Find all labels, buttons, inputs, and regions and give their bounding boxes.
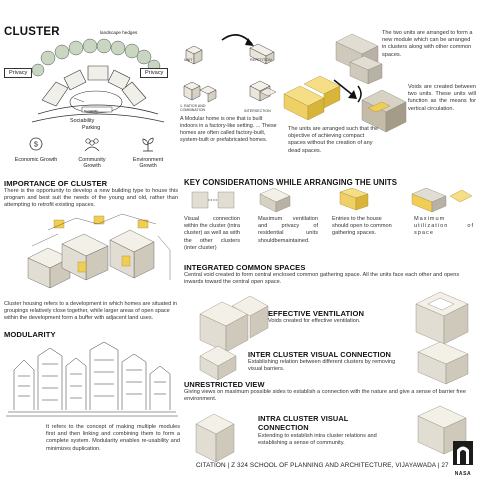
- integrated-text: Central void created to form central enclosed common gathering space. All the units face each other and opens inwards toward the central open space.: [184, 272, 460, 286]
- coins-icon: [28, 136, 44, 152]
- landscape-caption: landscape hedges: [100, 30, 138, 35]
- intra-cluster-heading: INTRA CLUSTER VISUAL CONNECTION: [258, 414, 349, 432]
- modularity-text: It refers to the concept of making multiple modules first and then linking and combining them to form a complete system. Modularity enables re-usability and minimizes duplication.: [46, 424, 180, 452]
- parking-label: Parking: [82, 125, 101, 131]
- growth-label: Environment Growth: [132, 157, 164, 170]
- label-repetition: REPETITION: [250, 58, 272, 62]
- growth-item-economic: [14, 136, 58, 163]
- privacy-right-label: Privacy: [140, 68, 168, 78]
- privacy-left-label: Privacy: [4, 68, 32, 78]
- effective-ventilation-text: Voids created for effective ventilation.: [268, 318, 361, 324]
- visual-connection-icon: [192, 192, 234, 208]
- growth-label: Economic Growth: [14, 157, 58, 163]
- svg-text:$: $: [34, 141, 38, 149]
- inter-cluster-3d: [196, 340, 256, 384]
- voids-text: Voids are created between two units. These units will function as the means for vertical circulation.: [408, 84, 476, 112]
- page-title: CLUSTER: [4, 26, 60, 38]
- plant-icon: [140, 136, 156, 152]
- intersection-cubes-icon: [250, 81, 276, 101]
- combination-cubes-icon: [184, 82, 216, 102]
- growth-icons-row: [14, 136, 174, 176]
- importance-heading: IMPORTANCE OF CLUSTER: [4, 179, 108, 188]
- growth-item-environment: [126, 136, 170, 169]
- nasa-logo-icon: [452, 440, 474, 466]
- consideration-space: Maximum utilization of space: [414, 216, 474, 237]
- cluster-housing-text: Cluster housing refers to a development in which homes are situated in groupings relatively close together, while larger areas of open space within the development form a buffer with adjacent land uses.: [4, 301, 178, 321]
- units-arranged-text: The units are arranged such that the objective of achieving compact spaces without the creation of any dead spaces.: [288, 126, 379, 154]
- inter-cluster-block-3d: [412, 338, 476, 388]
- consideration-ventilation: Maximum ventilation and privacy of residential units shouldbemaintained.: [258, 216, 318, 244]
- key-considerations-heading: KEY CONSIDERATIONS WHILE ARRANGING THE UNITS: [184, 178, 398, 187]
- modular-home-text: A Modular home is one that is built indoors in a factory-like setting. ... These homes are often called factory-built, system-built or prefabricated homes.: [180, 116, 277, 143]
- consideration-icons: [190, 188, 480, 214]
- growth-item-community: [70, 136, 114, 169]
- inter-cluster-heading: INTER CLUSTER VISUAL CONNECTION: [248, 350, 391, 359]
- cluster-site-plan: [18, 36, 178, 136]
- intra-cluster-3d: [190, 404, 252, 466]
- two-units-text: The two units are arranged to form a new module which can be arranged in clusters along with other common spaces.: [382, 30, 473, 58]
- space-utilization-icon: [412, 188, 472, 212]
- intra-cluster-text: Extending to establish intra cluster relations and establishing a sense of community.: [258, 433, 377, 447]
- consideration-visual: Visual connection within the cluster (intra cluster) as well as with the other clusters (inter cluster): [184, 216, 240, 251]
- unrestricted-view-text: Giving views on maximum possible sides to establish a connection with the nature and give a sense of barrier free environment.: [184, 389, 467, 403]
- curved-arrow-icon: [218, 30, 258, 56]
- logo-text: NASA: [454, 471, 472, 477]
- effective-ventilation-heading: EFFECTIVE VENTILATION: [268, 309, 365, 318]
- label-intersection: INTERSECTION: [244, 109, 271, 113]
- nasa-logo: [452, 440, 474, 477]
- inter-cluster-text: Establishing relation between different clusters by removing visual barriers.: [248, 359, 396, 373]
- modularity-sketch: [4, 340, 180, 420]
- entry-icon: [340, 188, 368, 210]
- modularity-heading: MODULARITY: [4, 330, 56, 339]
- cluster-3d-sketch: [18, 210, 178, 296]
- label-unit: UNIT: [184, 58, 193, 62]
- unrestricted-view-heading: UNRESTRICTED VIEW: [184, 380, 265, 389]
- label-combination: 1. RATIOS AND COMBINATION: [180, 104, 206, 113]
- sociability-label: Sociability: [70, 118, 95, 124]
- ventilation-icon: [260, 188, 290, 212]
- growth-label: Community Growth: [78, 157, 106, 170]
- importance-text: There is the opportunity to develop a new building type to house this program and best suit the needs of the young and old, rather than attempting to retrofit existing spaces.: [4, 188, 178, 209]
- integrated-heading: INTEGRATED COMMON SPACES: [184, 263, 306, 272]
- people-icon: [83, 136, 101, 152]
- diagram-label-sociability: Sociability: [84, 109, 98, 113]
- page-footer: CITATION | Z 324 SCHOOL OF PLANNING AND ARCHITECTURE, VIJAYAWADA | 27: [196, 462, 449, 469]
- consideration-entries: Entries to the house should open to common gathering spaces.: [332, 216, 392, 237]
